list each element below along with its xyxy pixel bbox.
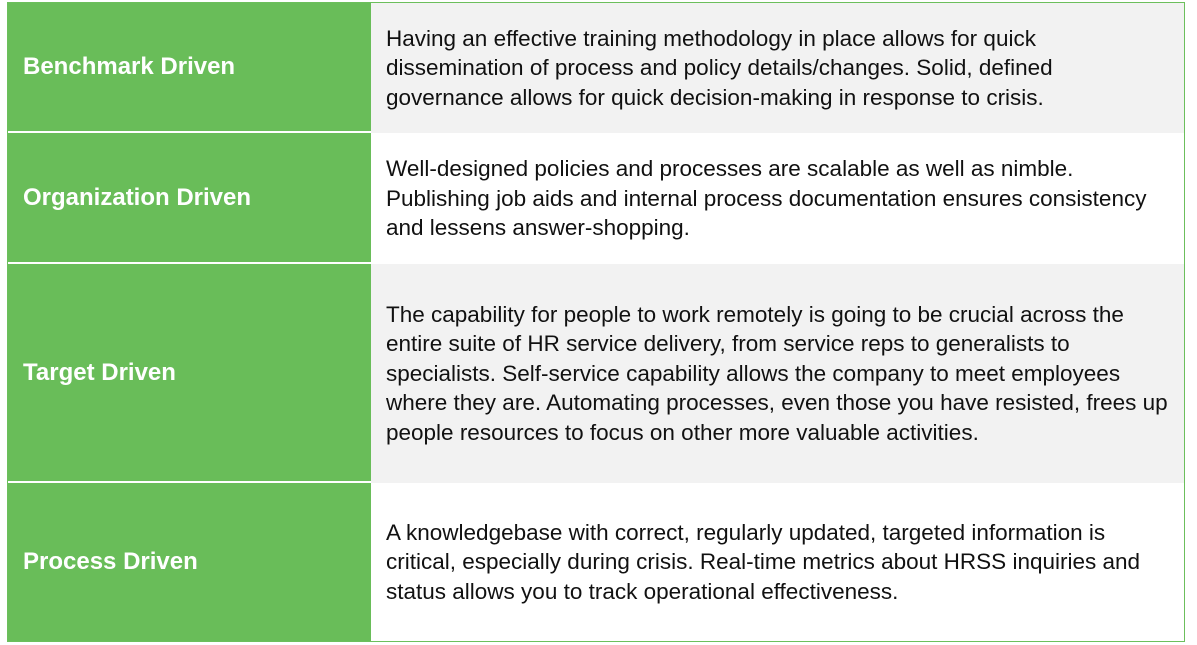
table-row-benchmark (8, 3, 1184, 133)
table-row-target (8, 264, 1184, 483)
row-label-target (8, 264, 371, 483)
row-description-text: Well-designed policies and processes are scalable as well as nimble. Publishing job aids and internal process documentation ensures consistency and lessens answer-shopping. (386, 156, 1147, 241)
row-description-target (371, 264, 1184, 483)
table-row-process (8, 483, 1184, 641)
row-description-process (371, 483, 1184, 641)
row-label-text: Organization Driven (23, 183, 252, 211)
row-label-text: Benchmark Driven (23, 53, 236, 80)
row-label-organization (8, 133, 371, 264)
row-label-process (8, 483, 371, 641)
row-label-text: Target Driven (23, 358, 176, 386)
row-description-text: A knowledgebase with correct, regularly updated, targeted information is critical, especially during crisis. Real-time metrics about HRSS inquiries and status allows you to track operational effectiveness. (386, 519, 1141, 604)
table-row-organization (8, 133, 1184, 264)
row-description-text: Having an effective training methodology in place allows for quick dissemination of process and policy details/changes. Solid, defined governance allows for quick decision-making in response to crisis. (386, 25, 1053, 110)
row-label-text: Process Driven (23, 548, 198, 575)
row-description-benchmark (371, 3, 1184, 133)
row-label-benchmark (8, 3, 371, 133)
row-description-text: The capability for people to work remotely is going to be crucial across the entire suite of HR service delivery, from service reps to generalists to specialists. Self-service capability allows the company to meet employees where they are. Automating processes, even those you have resisted, frees up people resources to focus on other more valuable activities. (386, 301, 1168, 445)
row-description-organization (371, 133, 1184, 264)
driver-table (7, 2, 1185, 642)
